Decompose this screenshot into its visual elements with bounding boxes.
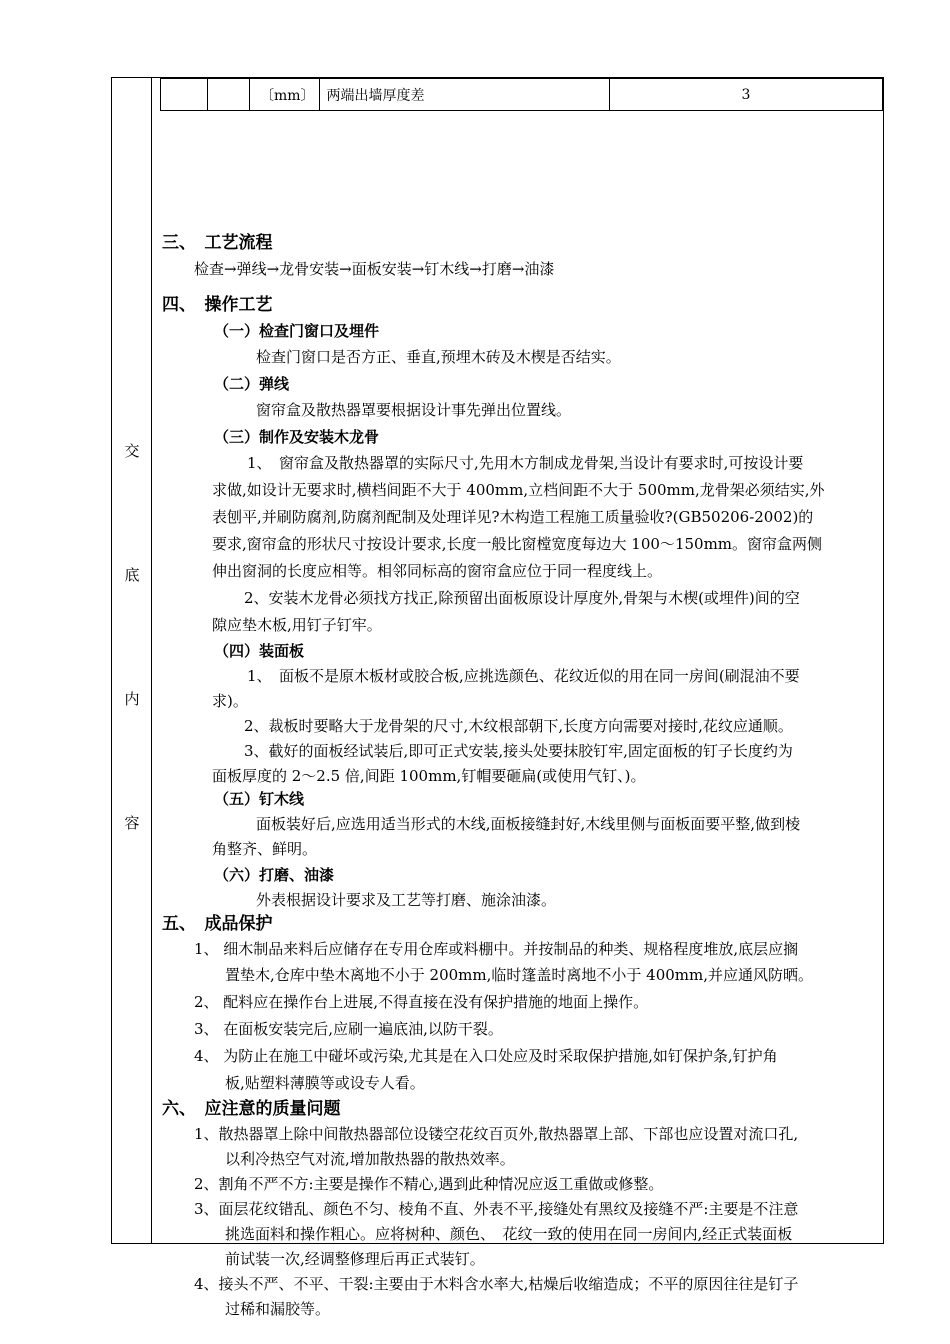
- paragraph-line: 表刨平,并刷防腐剂,防腐剂配制及处理详见?木构造工程施工质量验收?(GB50206-2002)的: [212, 508, 814, 526]
- unit-label: 〔mm〕: [260, 87, 315, 104]
- paragraph-line: 外表根据设计要求及工艺等打磨、施涂油漆。: [256, 891, 557, 909]
- paragraph-line: 面板厚度的 2～2.5 倍,间距 100mm,钉帽要砸扁(或使用气钉、)。: [212, 767, 646, 785]
- paragraph-line: 伸出窗洞的长度应相等。相邻同标高的窗帘盒应位于同一程度线上。: [212, 562, 663, 580]
- section-3-title: 三、 工艺流程: [162, 233, 273, 253]
- list-item-line: 2、 配料应在操作台上进展,不得直接在没有保护措施的地面上操作。: [194, 993, 649, 1011]
- subsection-title: （四）装面板: [214, 642, 305, 660]
- process-flow: 检查→弹线→龙骨安装→面板安装→钉木线→打磨→油漆: [194, 260, 555, 278]
- paragraph-line: 隙应垫木板,用钉子钉牢。: [212, 616, 382, 634]
- table-cell: [161, 79, 208, 111]
- table-row: [161, 79, 883, 111]
- subsection-title: （三）制作及安装木龙骨: [214, 428, 380, 446]
- section-5-title: 五、 成品保护: [162, 914, 273, 934]
- side-label-char: 内: [124, 690, 140, 708]
- list-item-line: 前试装一次,经调整修理后再正式装钉。: [225, 1250, 485, 1268]
- list-item-line: 置垫木,仓库中垫木离地不小于 200mm,临时篷盖时离地不小于 400mm,并应通风防晒。: [225, 966, 813, 984]
- spec-table: [160, 78, 883, 111]
- paragraph-line: 3、截好的面板经试装后,即可正式安装,接头处要抹胶钉牢,固定面板的钉子长度约为: [244, 742, 793, 760]
- document-frame: [111, 77, 884, 1318]
- paragraph-line: 2、裁板时要略大于龙骨架的尺寸,木纹根部朝下,长度方向需要对接时,花纹应通顺。: [244, 717, 793, 735]
- subsection-title: （一）检查门窗口及埋件: [214, 322, 380, 340]
- subsection-title: （五）钉木线: [214, 790, 305, 808]
- subsection-title: （二）弹线: [214, 375, 290, 393]
- list-item-line: 1、 细木制品来料后应储存在专用仓库或料棚中。并按制品的种类、规格程度堆放,底层应搁: [194, 940, 799, 958]
- paragraph-line: 求做,如设计无要求时,横档间距不大于 400mm,立档间距不大于 500mm,龙骨架必须结实,外: [212, 481, 825, 499]
- list-item-line: 4、 为防止在施工中碰坏或污染,尤其是在入口处应及时采取保护措施,如钉保护条,钉护角: [194, 1047, 778, 1065]
- list-item-line: 板,贴塑料薄膜等或设专人看。: [225, 1074, 425, 1092]
- paragraph-line: 1、 面板不是原木板材或胶合板,应挑选颜色、花纹近似的用在同一房间(刷混油不要: [247, 667, 800, 685]
- table-cell: [208, 79, 250, 111]
- table-cell-item: [260, 79, 610, 111]
- side-label-char: 交: [124, 442, 140, 460]
- side-label-char: 容: [124, 814, 140, 832]
- section-6-title: 六、 应注意的质量问题: [162, 1099, 341, 1119]
- paragraph-line: 求)。: [212, 692, 248, 710]
- paragraph-line: 1、 窗帘盒及散热器罩的实际尺寸,先用木方制成龙骨架,当设计有要求时,可按设计要: [247, 454, 804, 472]
- paragraph-line: 检查门窗口是否方正、垂直,预埋木砖及木楔是否结实。: [256, 348, 621, 366]
- list-item-line: 1、散热器罩上除中间散热器部位设镂空花纹百页外,散热器罩上部、下部也应设置对流口孔,: [194, 1125, 799, 1143]
- side-label-char: 底: [124, 566, 140, 584]
- list-item-line: 以利冷热空气对流,增加散热器的散热效率。: [225, 1150, 515, 1168]
- list-item-line: 过稀和漏胶等。: [225, 1300, 331, 1318]
- content-area: [152, 78, 883, 1318]
- paragraph-line: 要求,窗帘盒的形状尺寸按设计要求,长度一般比窗樘宽度每边大 100～150mm。窗帘盒两侧: [212, 535, 823, 553]
- item-label: 两端出墙厚度差: [326, 87, 425, 104]
- paragraph-line: 面板装好后,应选用适当形式的木线,面板接缝封好,木线里侧与面板面要平整,做到棱: [256, 815, 801, 833]
- paragraph-line: 2、安装木龙骨必须找方找正,除预留出面板原设计厚度外,骨架与木楔(或埋件)间的空: [244, 589, 800, 607]
- list-item-line: 挑选面料和操作粗心。应将树种、颜色、 花纹一致的使用在同一房间内,经正式装面板: [225, 1225, 793, 1243]
- list-item-line: 4、接头不严、不平、干裂:主要由于木料含水率大,枯燥后收缩造成；不平的原因往往是钉子: [194, 1275, 799, 1293]
- paragraph-line: 角整齐、鲜明。: [212, 840, 318, 858]
- list-item-line: 2、割角不严不方:主要是操作不精心,遇到此种情况应返工重做或修整。: [194, 1175, 664, 1193]
- list-item-line: 3、 在面板安装完后,应刷一遍底油,以防干裂。: [194, 1020, 503, 1038]
- list-item-line: 3、面层花纹错乱、颜色不匀、棱角不直、外表不平,接缝处有黑纹及接缝不严:主要是不注意: [194, 1200, 799, 1218]
- table-cell-value: 3: [610, 79, 883, 111]
- paragraph-line: 窗帘盒及散热器罩要根据设计事先弹出位置线。: [256, 401, 572, 419]
- section-4-title: 四、 操作工艺: [162, 295, 273, 315]
- subsection-title: （六）打磨、油漆: [214, 866, 335, 884]
- side-label-column: [112, 78, 152, 1243]
